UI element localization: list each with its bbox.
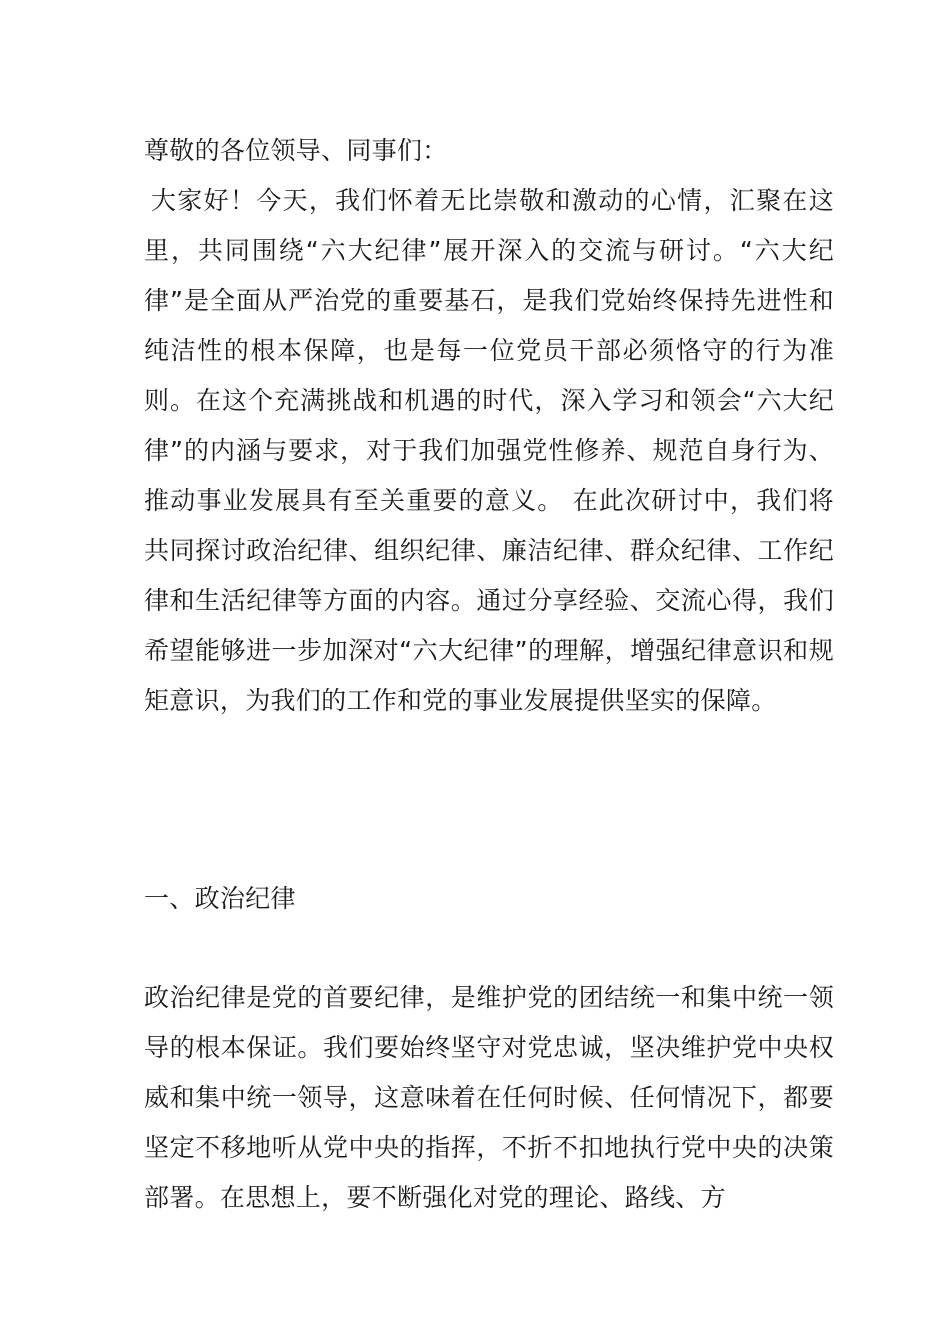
intro-paragraph: 大家好！今天，我们怀着无比崇敬和激动的心情，汇聚在这里，共同围绕“六大纪律”展开深入的交流与研讨。“六大纪律”是全面从严治党的重要基石，是我们党始终保持先进性和纯洁性的根本保障，也是每一位党员干部必须恪守的行为准则。在这个充满挑战和机遇的时代，深入学习和领会“六大纪律”的内涵与要求，对于我们加强党性修养、规范自身行为、推动事业发展具有至关重要的意义。 在此次研讨中，我们将共同探讨政治纪律、组织纪律、廉洁纪律、群众纪律、工作纪律和生活纪律等方面的内容。通过分享经验、交流心得，我们希望能够进一步加深对“六大纪律”的理解，增强纪律意识和规矩意识，为我们的工作和党的事业发展提供坚实的保障。 (144, 186, 834, 715)
section-heading: 一、政治纪律 (144, 884, 296, 913)
section-paragraph: 政治纪律是党的首要纪律，是维护党的团结统一和集中统一领导的根本保证。我们要始终坚守对党忠诚，坚决维护党中央权威和集中统一领导，这意味着在任何时候、任何情况下，都要坚定不移地听从党中央的指挥，不折不扣地执行党中央的决策部署。在思想上，要不断强化对党的理论、路线、方 (144, 983, 834, 1212)
salutation: 尊敬的各位领导、同事们： (144, 136, 448, 165)
